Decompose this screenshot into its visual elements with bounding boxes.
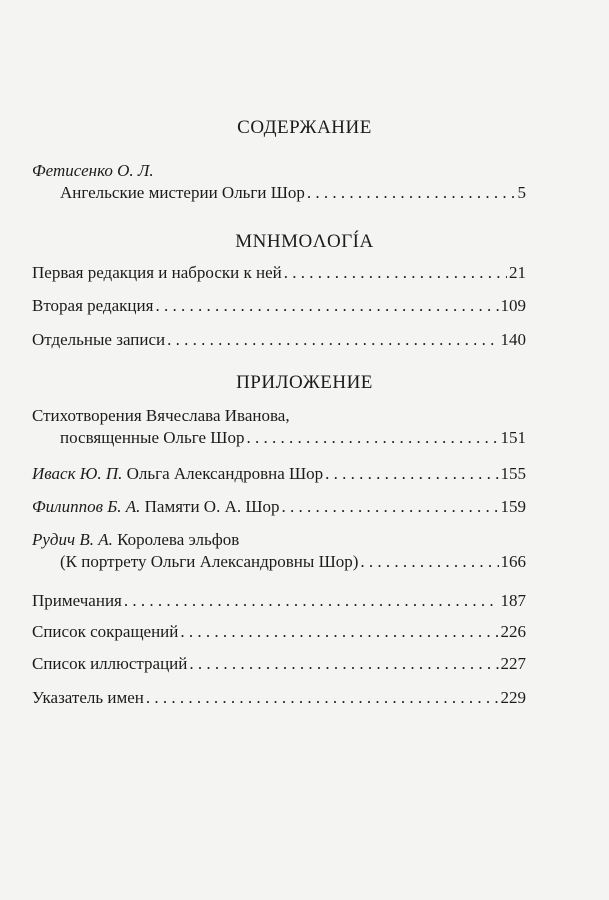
page-number: 226 — [500, 622, 526, 641]
entry-author: Фетисенко О. Л. — [32, 161, 154, 180]
entry-title: Ангельские мистерии Ольги Шор — [60, 183, 305, 202]
dot-leader — [307, 183, 516, 203]
entry-title: Примечания — [32, 591, 122, 610]
dot-leader — [155, 296, 498, 316]
entry-title: Ольга Александровна Шор — [126, 464, 324, 483]
page-number: 159 — [500, 497, 526, 516]
dot-leader — [146, 688, 499, 708]
page-number: 227 — [500, 654, 526, 673]
heading-contents: СОДЕРЖАНИЕ — [237, 117, 372, 138]
page-number: 151 — [500, 428, 526, 447]
dot-leader — [360, 552, 498, 572]
toc-entry-poems — [32, 406, 526, 450]
page-number: 109 — [500, 296, 526, 315]
dot-leader — [189, 654, 498, 674]
toc-entry-intro — [32, 161, 526, 205]
page-number: 155 — [500, 464, 526, 483]
page-number: 5 — [517, 183, 526, 202]
toc-entry — [32, 654, 526, 676]
entry-title: Вторая редакция — [32, 296, 154, 315]
dot-leader — [124, 591, 499, 611]
page-number: 187 — [500, 591, 526, 610]
dot-leader — [282, 497, 499, 517]
toc-entry-rudich — [32, 530, 526, 574]
entry-title: Королева эльфов — [117, 530, 240, 549]
entry-title-continued: посвященные Ольге Шор — [60, 428, 245, 447]
entry-author: Рудич В. А. — [32, 530, 113, 549]
page-number: 21 — [509, 263, 526, 282]
toc-entry — [32, 591, 526, 613]
dot-leader — [167, 330, 498, 350]
entry-author: Иваск Ю. П. — [32, 464, 123, 483]
toc-entry — [32, 688, 526, 710]
dot-leader — [180, 622, 498, 642]
toc-entry-filippov — [32, 497, 526, 519]
heading-appendix: ПРИЛОЖЕНИЕ — [236, 372, 373, 393]
entry-title: Список иллюстраций — [32, 654, 188, 673]
page-number: 229 — [500, 688, 526, 707]
entry-title: Первая редакция и наброски к ней — [32, 263, 282, 282]
entry-title: Список сокращений — [32, 622, 179, 641]
heading-mnemology: MNHMOΛOΓÍA — [235, 231, 374, 252]
dot-leader — [284, 263, 507, 283]
entry-title: Памяти О. А. Шор — [144, 497, 280, 516]
entry-title-continued: (К портрету Ольги Александровны Шор) — [60, 552, 359, 571]
toc-entry — [32, 263, 526, 285]
entry-title: Отдельные записи — [32, 330, 166, 349]
entry-title: Стихотворения Вячеслава Иванова, — [32, 406, 290, 425]
toc-entry — [32, 622, 526, 644]
entry-title: Указатель имен — [32, 688, 144, 707]
page-number: 166 — [500, 552, 526, 571]
page-number: 140 — [500, 330, 526, 349]
entry-author: Филиппов Б. А. — [32, 497, 141, 516]
toc-entry-ivask — [32, 464, 526, 486]
dot-leader — [246, 428, 498, 448]
toc-entry — [32, 330, 526, 352]
dot-leader — [325, 464, 498, 484]
toc-entry — [32, 296, 526, 318]
